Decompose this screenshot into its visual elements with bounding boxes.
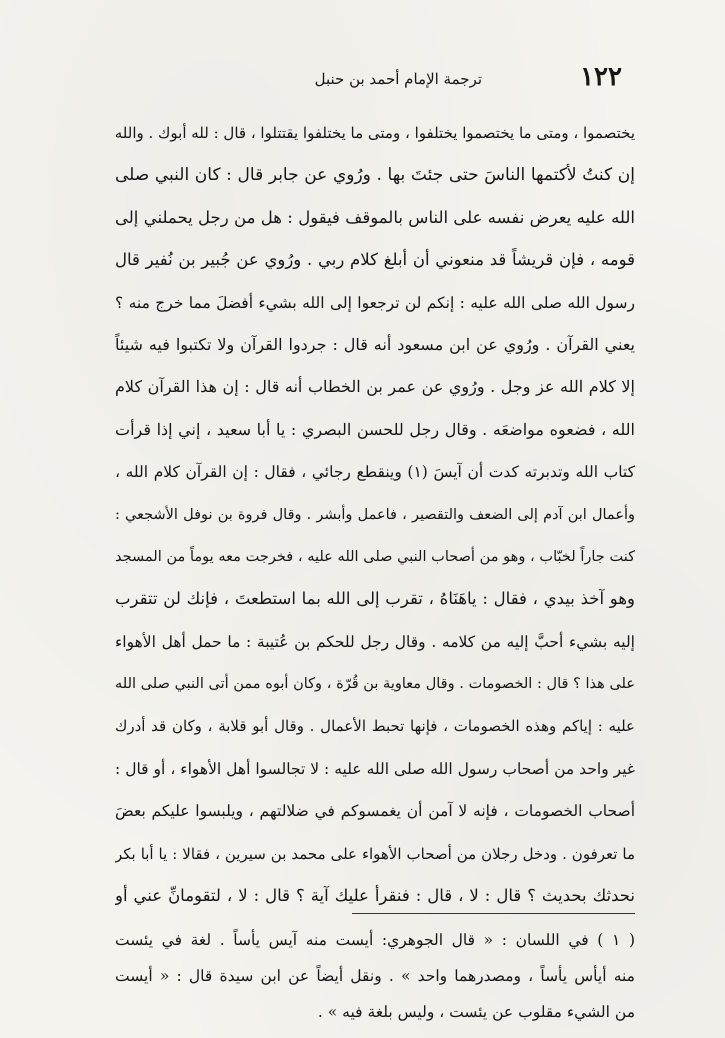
footnote-line: منه أيأس يأساً ، ومصدرهما واحد » . ونقل أيضاً عن ابن سيدة قال : « أيست	[115, 967, 635, 985]
text-line: يعني القرآن . ورُوي عن ابن مسعود أنه قال : جردوا القرآن ولا تكتبوا فيه شيئاً	[115, 334, 635, 354]
text-line: قومه ، فإن قريشاً قد منعوني أن أبلغ كلام ربي . ورُوي عن جُبير بن نُفير قال	[115, 250, 635, 270]
text-line: يختصموا ، ومتى ما يختصموا يختلفوا ، ومتى ما يختلفوا يقتتلوا ، قال : لله أبوك . والله	[115, 124, 635, 142]
text-line: وأعمال ابن آدم إلى الضعف والتقصير ، فاعمل وأبشر . وقال فروة بن نوفل الأشجعي :	[115, 506, 635, 523]
footnote	[115, 922, 635, 1030]
text-line: وهو آخذ بيدي ، فقال : ياهَنَاهُ ، تقرب إلى الله بما استطعتَ ، فإنك لن تتقرب	[115, 589, 635, 609]
page-number: ١٢٢	[580, 62, 622, 92]
text-line: رسول الله صلى الله عليه : إنكم لن ترجعوا إلى الله بشيء أفضلَ مما خرج منه ؟	[115, 293, 635, 312]
text-line: إليه بشيء أحبَّ إليه من كلامه . وقال رجل للحكم بن عُتيبة : ما حمل أهل الأهواء	[115, 632, 635, 651]
running-title: ترجمة الإمام أحمد بن حنبل	[314, 70, 482, 88]
text-line: نحدثك بحديث ؟ قال : لا ، قال : فنقرأ عليك آية ؟ قال : لا ، لتقومانِّ عني أو	[115, 886, 635, 906]
text-line: أصحاب الخصومات ، فإنه لا آمن أن يغمسوكم في ضلالتهم ، ويلبسوا عليكم بعضَ	[115, 802, 635, 821]
footnote-line: ( ١ ) في اللسان : « قال الجوهري: أيست منه آيس يأساً . لغة في يئست	[115, 931, 635, 949]
text-line: الله عليه يعرض نفسه على الناس بالموقف فيقول : هل من رجل يحملني إلى	[115, 207, 635, 227]
page-header	[222, 62, 622, 102]
text-line: ما تعرفون . ودخل رجلان من أصحاب الأهواء على محمد بن سيرين ، فقالا : يا أبا بكر	[115, 844, 635, 863]
text-line: إلا كلام الله عز وجل . ورُوي عن عمر بن الخطاب أنه قال : إن هذا القرآن كلام	[115, 377, 635, 397]
text-line: إن كنتُ لأكتمها الناسَ حتى جئتَ بها . ورُوي عن جابر قال : كان النبي صلى	[115, 165, 635, 186]
footnote-line: من الشيء مقلوب عن يئست ، وليس بلغة فيه » .	[317, 1003, 635, 1021]
text-line: غير واحد من أصحاب رسول الله صلى الله عليه : لا تجالسوا أهل الأهواء ، أو قال :	[115, 759, 635, 778]
text-line: كتاب الله وتدبرته كدت أن آيسَ (١) وينقطع رجائي ، فقال : إن القرآن كلام الله ،	[115, 463, 635, 482]
footnote-divider	[352, 913, 635, 914]
text-line: كنت جاراً لخبّاب ، وهو من أصحاب النبي صلى الله عليه ، فخرجت معه يوماً من المسجد	[115, 548, 635, 565]
text-line: على هذا ؟ قال : الخصومات . وقال معاوية بن قُرّة ، وكان أبوه ممن أتى النبي صلى الله	[115, 676, 635, 693]
text-line: عليه : إياكم وهذه الخصومات ، فإنها تحبط الأعمال . وقال أبو قلابة ، وكان قد أدرك	[115, 717, 635, 736]
main-text	[115, 112, 635, 917]
text-line: الله ، فضعوه مواضعَه . وقال رجل للحسن البصري : يا أبا سعيد ، إني إذا قرأت	[115, 419, 635, 439]
